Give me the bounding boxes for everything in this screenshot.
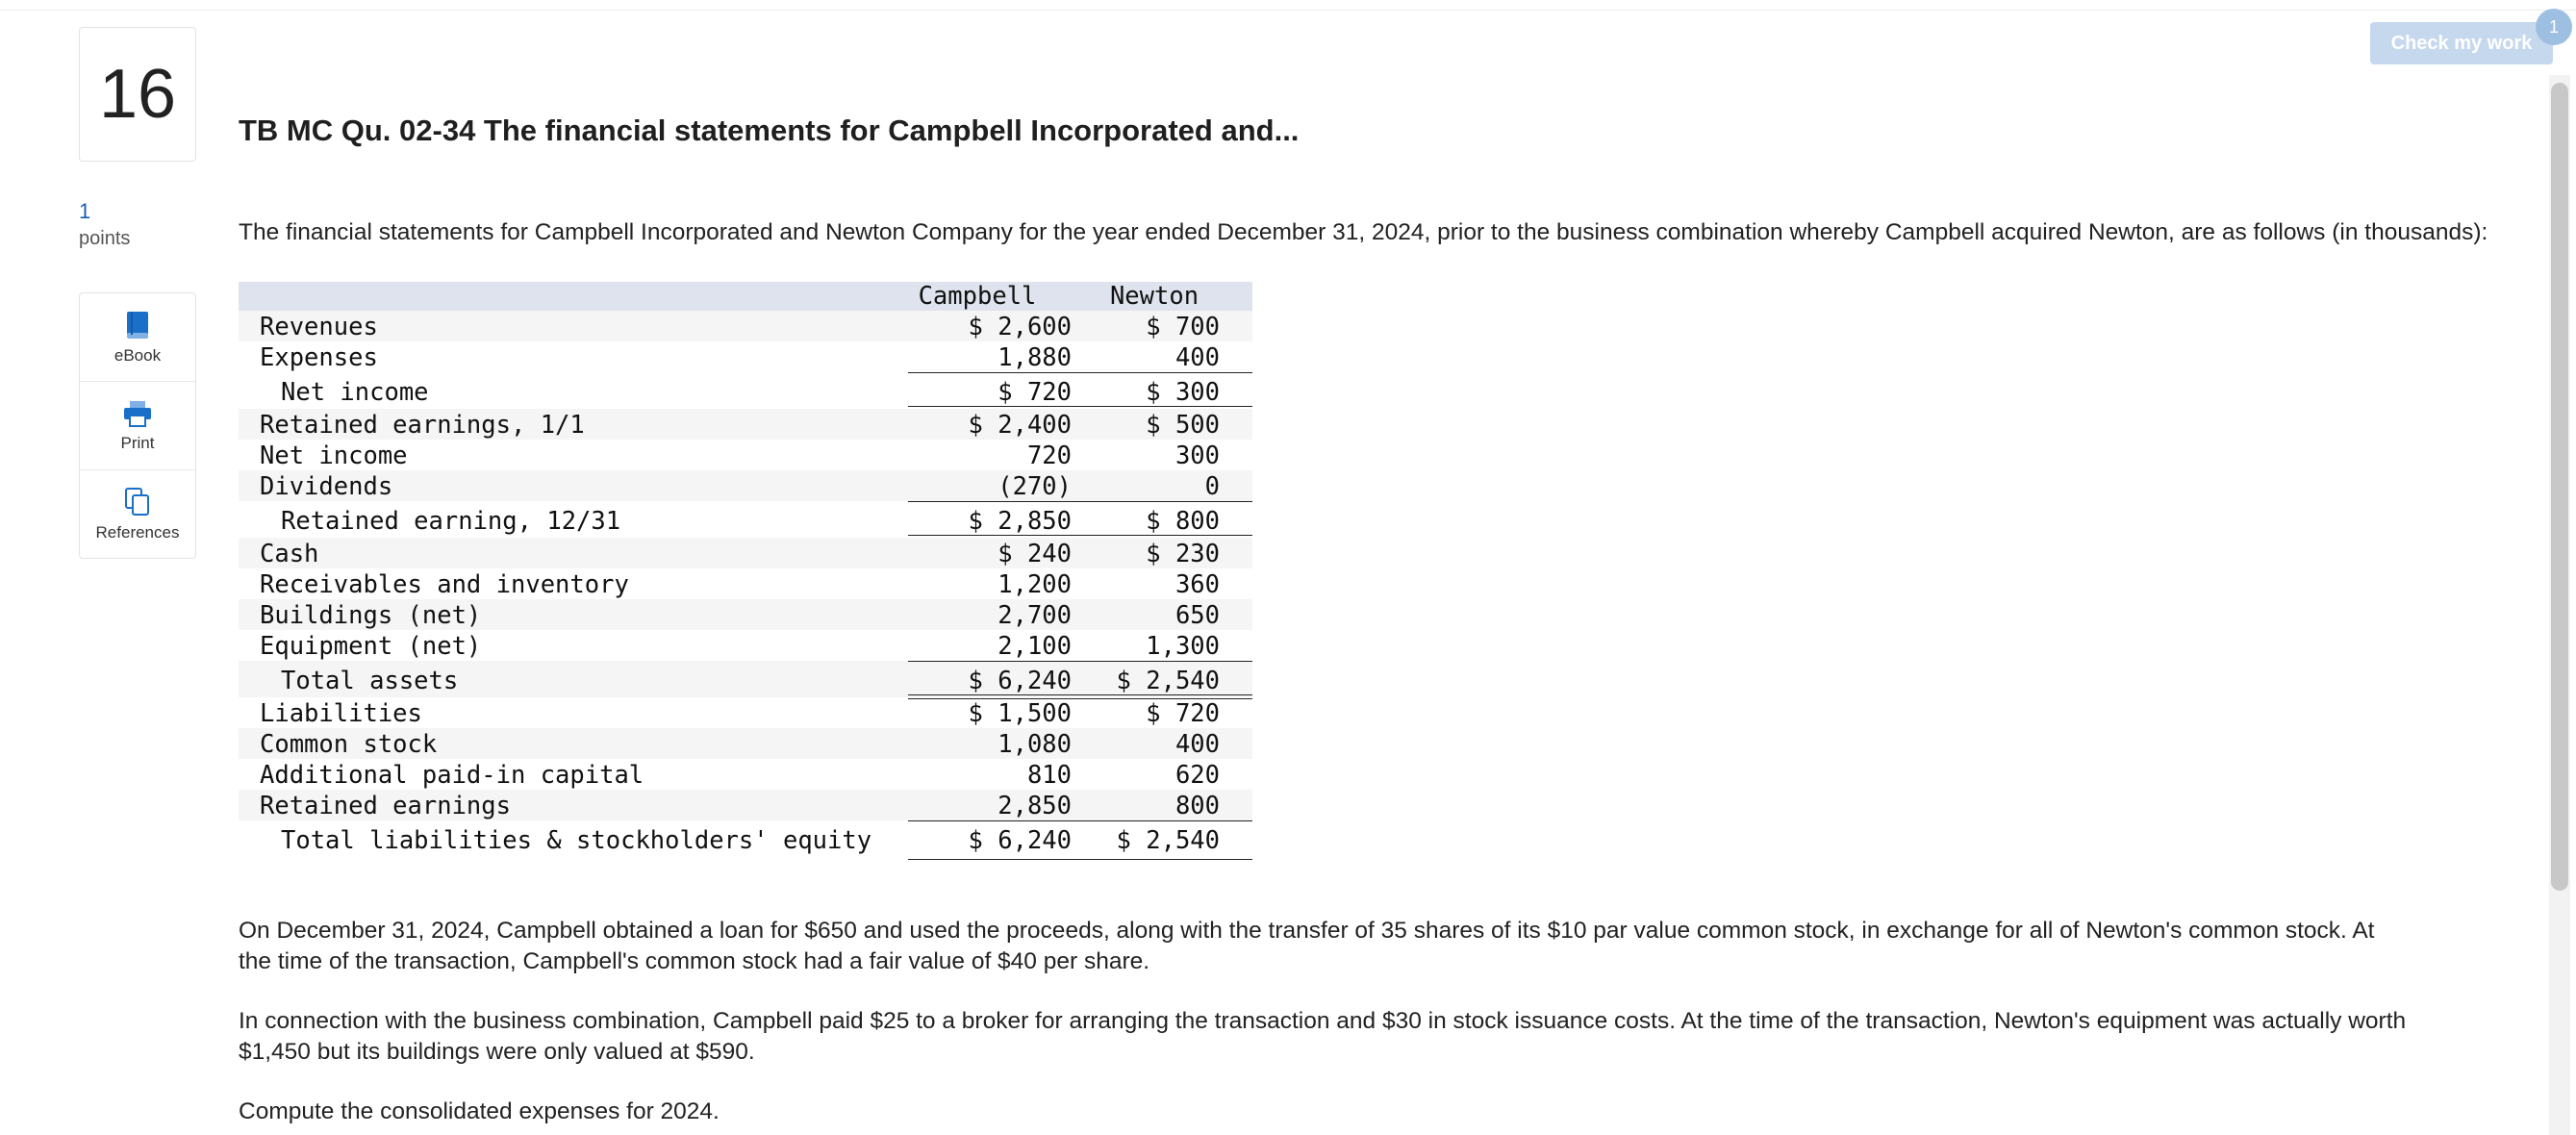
- question-intro: The financial statements for Campbell Incorporated and Newton Company for the year ended December 31, 2024, prior to the business combination whereby Campbell acquired Newton, are as follows (in thousands):: [239, 219, 2488, 245]
- references-button[interactable]: [80, 470, 195, 558]
- row-label: Retained earning, 12/31: [281, 507, 621, 536]
- table-row-total: [239, 372, 1252, 409]
- row-label: Expenses: [260, 343, 378, 372]
- campbell-value: 2,850: [998, 792, 1072, 820]
- newton-value: 620: [1174, 761, 1220, 790]
- campbell-value: 1,080: [998, 730, 1072, 759]
- row-label: Retained earnings: [260, 792, 511, 820]
- table-row: [239, 790, 1252, 820]
- newton-value: 300: [1174, 441, 1220, 470]
- campbell-value: $ 240: [998, 540, 1072, 568]
- question-number: 16: [79, 27, 196, 162]
- row-label: Additional paid-in capital: [260, 761, 644, 790]
- row-label: Receivables and inventory: [260, 570, 629, 599]
- campbell-value: 2,700: [998, 601, 1072, 630]
- newton-value: $ 2,540: [1116, 667, 1220, 695]
- campbell-value: $ 1,500: [968, 699, 1072, 728]
- row-label: Liabilities: [260, 699, 422, 728]
- newton-value: 400: [1174, 730, 1220, 759]
- row-label: Dividends: [260, 472, 393, 501]
- campbell-value: 2,100: [998, 632, 1072, 661]
- row-label: Total assets: [281, 667, 459, 695]
- row-label: Buildings (net): [260, 601, 482, 630]
- question-paragraph-2: In connection with the business combination, Campbell paid $25 to a broker for arranging the transaction and $30 in stock issuance costs. At the time of the transaction, Newton's equipment was actually worth $1,450 but its buildings were only valued at $590.: [239, 1008, 2407, 1065]
- newton-value: 650: [1174, 601, 1220, 630]
- ebook-button[interactable]: [80, 293, 195, 382]
- column-header-campbell: Campbell: [918, 282, 1037, 311]
- campbell-value: $ 2,850: [968, 507, 1072, 536]
- book-icon: [123, 310, 152, 340]
- financial-statements-table: [239, 282, 1252, 865]
- row-label: Net income: [281, 378, 429, 407]
- newton-value: $ 300: [1146, 378, 1220, 407]
- table-row: [239, 697, 1252, 728]
- column-header-newton: Newton: [1109, 282, 1200, 311]
- check-attempts-badge: 1: [2536, 9, 2572, 45]
- newton-value: 400: [1174, 343, 1220, 372]
- row-label: Total liabilities & stockholders' equity: [281, 826, 872, 855]
- row-label: Net income: [260, 441, 408, 470]
- campbell-value: $ 2,400: [968, 411, 1072, 440]
- copy-documents-icon: [123, 487, 152, 517]
- row-label: Common stock: [260, 730, 438, 759]
- table-row-total: [239, 661, 1252, 697]
- table-row: [239, 630, 1252, 661]
- table-row: [239, 311, 1252, 341]
- question-title: TB MC Qu. 02-34 The financial statements for Campbell Incorporated and...: [239, 114, 1300, 147]
- table-row: [239, 599, 1252, 630]
- newton-value: $ 500: [1146, 411, 1220, 440]
- campbell-value: (270): [998, 472, 1072, 501]
- table-row-total: [239, 820, 1252, 857]
- campbell-value: $ 2,600: [968, 313, 1072, 341]
- table-header: [239, 282, 1252, 311]
- newton-value: $ 800: [1146, 507, 1220, 536]
- campbell-value: 720: [1026, 441, 1072, 470]
- campbell-value: $ 6,240: [968, 667, 1072, 695]
- question-paragraph-1: On December 31, 2024, Campbell obtained a loan for $650 and used the proceeds, along with the transfer of 35 shares of its $10 par value common stock, in exchange for all of Newton's common stock. At the time of the transaction, Campbell's common stock had a fair value of $40 per share.: [239, 918, 2375, 974]
- newton-value: 1,300: [1146, 632, 1220, 661]
- table-bottom-rule: [239, 857, 1252, 865]
- question-prompt: Compute the consolidated expenses for 2024.: [239, 1098, 720, 1124]
- campbell-value: $ 6,240: [968, 826, 1072, 855]
- campbell-value: 1,880: [998, 343, 1072, 372]
- newton-value: 800: [1174, 792, 1220, 820]
- scrollbar-thumb[interactable]: [2551, 83, 2568, 891]
- ebook-label: eBook: [114, 345, 162, 365]
- printer-icon: [122, 399, 153, 428]
- newton-value: $ 700: [1146, 313, 1220, 341]
- table-row: [239, 728, 1252, 759]
- row-label: Retained earnings, 1/1: [260, 411, 585, 440]
- newton-value: 0: [1204, 472, 1220, 501]
- newton-value: $ 2,540: [1116, 826, 1220, 855]
- table-row-total: [239, 501, 1252, 538]
- newton-value: 360: [1174, 570, 1220, 599]
- tools-panel: [79, 292, 196, 559]
- points-block: [79, 198, 130, 252]
- points-label: points: [79, 228, 131, 249]
- newton-value: $ 230: [1146, 540, 1220, 568]
- row-label: Cash: [260, 540, 319, 568]
- table-row: [239, 341, 1252, 372]
- table-row: [239, 538, 1252, 568]
- row-label: Equipment (net): [260, 632, 482, 661]
- check-my-work-button[interactable]: Check my work: [2370, 22, 2553, 64]
- table-row: [239, 568, 1252, 599]
- newton-value: $ 720: [1146, 699, 1220, 728]
- table-row: [239, 440, 1252, 470]
- campbell-value: $ 720: [998, 378, 1072, 407]
- top-divider: [0, 10, 2576, 11]
- references-label: References: [95, 522, 180, 542]
- points-value: 1: [79, 199, 91, 223]
- print-button[interactable]: [80, 382, 195, 470]
- campbell-value: 810: [1026, 761, 1072, 790]
- table-row: [239, 409, 1252, 440]
- table-row: [239, 470, 1252, 501]
- row-label: Revenues: [260, 313, 378, 341]
- campbell-value: 1,200: [998, 570, 1072, 599]
- table-row: [239, 759, 1252, 790]
- print-label: Print: [120, 433, 155, 452]
